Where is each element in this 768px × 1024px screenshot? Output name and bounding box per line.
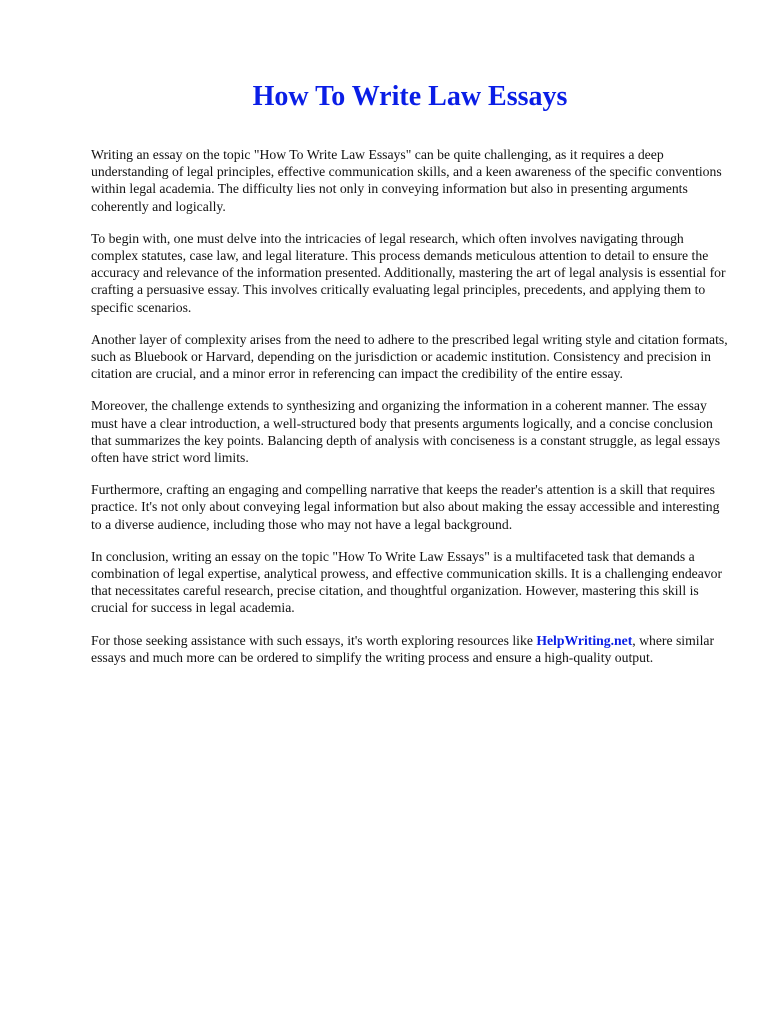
page-title: How To Write Law Essays	[252, 81, 568, 112]
closing-text-before-link: For those seeking assistance with such essays, it's worth exploring resources like	[91, 632, 537, 648]
paragraph-conclusion: In conclusion, writing an essay on the topic "How To Write Law Essays" is a multifaceted task that demands a combination of legal expertise, analytical prowess, and effective communication skills. It is a challenging endeavor that necessitates careful research, precise citation, and thoughtful organization. However, mastering this skill is crucial for success in legal academia.	[91, 548, 723, 616]
paragraph-organization: Moreover, the challenge extends to synthesizing and organizing the information in a coherent manner. The essay must have a clear introduction, a well-structured body that presents arguments logically, and a concise conclusion that summarizes the key points. Balancing depth of analysis with conciseness is a constant struggle, as legal essays often have strict word limits.	[91, 398, 721, 466]
paragraph-citation: Another layer of complexity arises from the need to adhere to the prescribed legal writing style and citation formats, such as Bluebook or Harvard, depending on the jurisdiction or academic institution. Consistency and precision in citation are crucial, and a minor error in referencing can impact the credibility of the entire essay.	[91, 331, 728, 382]
paragraph-research: To begin with, one must delve into the intricacies of legal research, which often involves navigating through complex statutes, case law, and legal literature. This process demands meticulous attention to detail to ensure the accuracy and relevance of the information presented. Additionally, mastering the art of legal analysis is essential for crafting a persuasive essay. This involves critically evaluating legal principles, precedents, and applying them to specific scenarios.	[91, 230, 726, 315]
paragraph-narrative: Furthermore, crafting an engaging and compelling narrative that keeps the reader's attention is a skill that requires practice. It's not only about conveying legal information but also about making the essay accessible and interesting to a diverse audience, including those who may not have a legal background.	[91, 482, 720, 532]
paragraph-intro: Writing an essay on the topic "How To Write Law Essays" can be quite challenging, as it requires a deep understanding of legal principles, effective communication skills, and a keen awareness of the specific conventions within legal academia. The difficulty lies not only in conveying information but also in presenting arguments coherently and logically.	[91, 147, 722, 214]
paragraph-closing	[91, 632, 731, 666]
closing-text-after-link: , where similar essays and much more can be ordered to simplify the writing process and ensure a high-quality output.	[91, 632, 714, 665]
helpwriting-link[interactable]: HelpWriting.net	[536, 632, 633, 648]
document-body	[91, 146, 731, 681]
